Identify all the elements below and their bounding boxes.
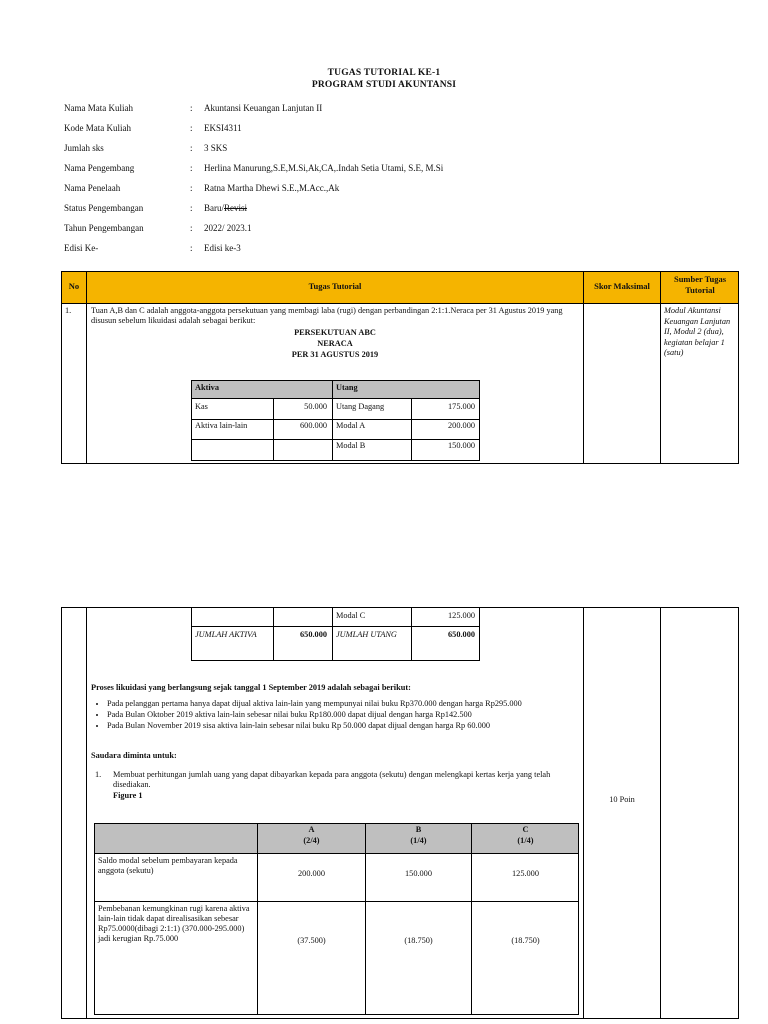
header-utang: Utang: [336, 383, 358, 392]
company-name: PERSEKUTUAN ABC: [294, 328, 376, 337]
instruction-text: Membuat perhitungan jumlah uang yang dapat dibayarkan kepada para anggota (sekutu) dengan melengkapi kertas kerja yang telah disediakan.: [113, 770, 551, 789]
table-row: Pembebanan kemungkinan rugi karena aktiva lain-lain tidak dapat direalisasikan sebesar Rp75.0000(dibagi 2:1:1) (370.000-295.000) jadi kerugian Rp.75.000: [98, 904, 250, 943]
header-sumber: Sumber Tugas Tutorial: [673, 274, 727, 295]
question-intro: Tuan A,B dan C adalah anggota-anggota persekutuan yang membagi laba (rugi) dengan perbandingan 2:1:1.Neraca per 31 Agustus 2019 yang disusun sebelum likuidasi adalah sebagai berikut:: [91, 306, 563, 325]
list-item: • Pada pelanggan pertama hanya dapat dijual aktiva lain-lain yang mempunyai nilai buku Rp370.000 dengan harga Rp295.000: [107, 698, 583, 709]
total-utang-label: JUMLAH UTANG: [336, 630, 397, 639]
statement-date: PER 31 AGUSTUS 2019: [291, 350, 379, 359]
header-skor: Skor Maksimal: [594, 281, 650, 291]
header-aktiva: Aktiva: [195, 383, 219, 392]
total-aktiva-label: JUMLAH AKTIVA: [195, 630, 257, 639]
status-revisi-strikethrough: Revisi: [224, 203, 248, 213]
total-utang-value: 650.000: [448, 630, 475, 639]
table-row: Kas: [195, 402, 208, 411]
header-no: No: [68, 281, 80, 291]
partner-a-ratio: (2/4): [303, 836, 320, 845]
document-title: TUGAS TUTORIAL KE-1: [327, 68, 441, 78]
total-aktiva-value: 650.000: [300, 630, 327, 639]
liquidation-process-list: [95, 698, 583, 731]
document-subtitle: PROGRAM STUDI AKUNTANSI: [311, 80, 457, 90]
source-reference: Modul Akuntansi Keuangan Lanjutan II, Modul 2 (dua), kegiatan belajar 1 (satu): [664, 306, 731, 357]
row-number: 1.: [65, 306, 72, 315]
partner-c-header: C: [522, 825, 529, 834]
statement-name: NERACA: [317, 339, 353, 348]
partner-a-header: A: [308, 825, 315, 834]
list-item: • Pada Bulan Oktober 2019 aktiva lain-lain sebesar nilai buku Rp180.000 dapat dijual dengan harga Rp142.500: [107, 709, 583, 720]
table-row: Aktiva lain-lain: [195, 421, 248, 430]
header-tugas: Tugas Tutorial: [308, 281, 362, 291]
figure-label: Figure 1: [113, 791, 143, 800]
table-row: Modal C: [336, 611, 366, 620]
instructions-title: Saudara diminta untuk:: [91, 751, 177, 760]
partner-b-ratio: (1/4): [410, 836, 427, 845]
partner-b-header: B: [415, 825, 422, 834]
list-item: • Pada Bulan November 2019 sisa aktiva lain-lain sebesar nilai buku Rp 50.000 dapat dijual dengan harga Rp 60.000: [107, 720, 583, 731]
max-score: 10 Poin: [609, 795, 635, 804]
liquidation-process-title: Proses likuidasi yang berlangsung sejak tanggal 1 September 2019 adalah sebagai berikut:: [91, 683, 411, 692]
table-row: Saldo modal sebelum pembayaran kepada anggota (sekutu): [98, 856, 238, 875]
instruction-number: 1.: [95, 770, 102, 779]
partner-c-ratio: (1/4): [517, 836, 534, 845]
